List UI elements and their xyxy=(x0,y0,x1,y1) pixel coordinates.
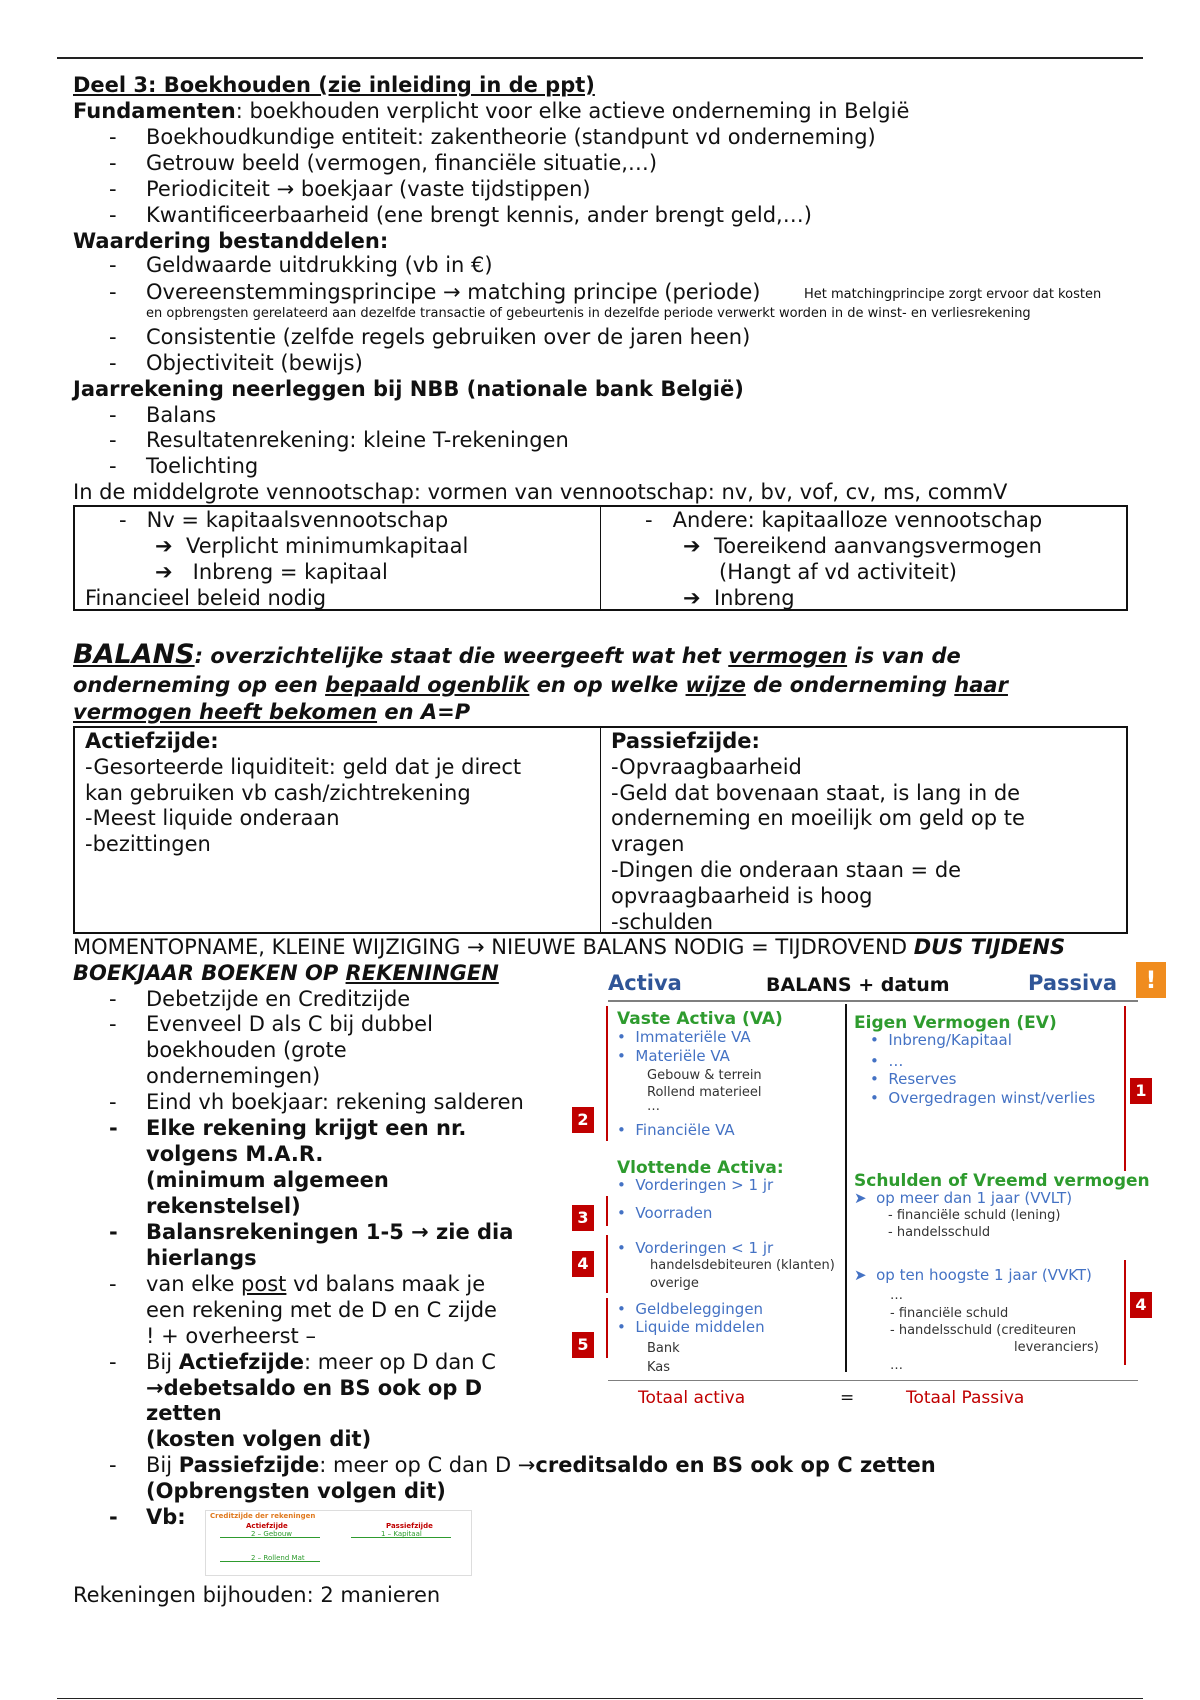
table-cell: ➔ Inbreng xyxy=(683,586,795,610)
vl-item: • Geldbeleggingen xyxy=(617,1300,764,1318)
fundamenten-text: : boekhouden verplicht voor elke actieve onderneming in België xyxy=(235,99,910,123)
table-cell: - Nv = kapitaalsvennootschap xyxy=(119,508,449,532)
list-item-cont: ondernemingen) xyxy=(146,1064,321,1088)
bracket-bar xyxy=(606,1196,608,1226)
table-cell: -Gesorteerde liquiditeit: geld dat je direct xyxy=(85,755,522,779)
totaal-activa: Totaal activa xyxy=(638,1388,746,1408)
section-title: Deel 3: Boekhouden (zie inleiding in de ppt) xyxy=(73,73,595,97)
bracket-number: 2 xyxy=(572,1107,594,1133)
va-sub: Rollend materieel xyxy=(647,1085,762,1100)
sv-sub: … xyxy=(890,1288,903,1303)
sv-sub: leveranciers) xyxy=(1014,1340,1099,1355)
thumb-row2: 1 – Kapitaal xyxy=(381,1530,422,1538)
totaal-passiva: Totaal Passiva xyxy=(906,1388,1025,1408)
sv-sub: - handelsschuld xyxy=(888,1225,991,1240)
balans-heading: BALANS: overzichtelijke staat die weergeeft wat het vermogen is van de xyxy=(73,639,961,670)
bracket-number: 4 xyxy=(1130,1292,1152,1318)
fundamenten-label: Fundamenten xyxy=(73,99,236,123)
sv-sub: - handelsschuld (crediteuren xyxy=(890,1323,1077,1338)
table-cell: -Dingen die onderaan staan = de xyxy=(611,858,962,882)
list-item-cont: rekenstelsel) xyxy=(146,1194,301,1218)
figure-top-line xyxy=(608,1000,1138,1002)
balans-figure xyxy=(570,960,1170,1410)
bracket-bar xyxy=(606,1298,608,1358)
va-item: • Financiële VA xyxy=(617,1121,735,1139)
list-item-cont: ! + overheerst – xyxy=(146,1324,316,1348)
example-thumbnail xyxy=(205,1510,472,1576)
table-cell: -Geld dat bovenaan staat, is lang in de xyxy=(611,781,1021,805)
table-cell: ➔ Toereikend aanvangsvermogen xyxy=(683,534,1042,558)
table-divider xyxy=(600,507,601,609)
table-cell: -bezittingen xyxy=(85,832,211,856)
table-cell: kan gebruiken vb cash/zichtrekening xyxy=(85,781,471,805)
balans-def-line2: onderneming op een bepaald ogenblik en op welke wijze de onderneming haar xyxy=(73,673,1008,697)
vl-item: • Vorderingen > 1 jr xyxy=(617,1176,774,1194)
waardering-title: Waardering bestanddelen: xyxy=(73,229,389,253)
list-item-cont: volgens M.A.R. xyxy=(146,1142,324,1166)
table-cell: -schulden xyxy=(611,910,714,934)
list-item-cont: (kosten volgen dit) xyxy=(146,1427,372,1451)
passief-title: Passiefzijde: xyxy=(611,729,760,753)
table-cell: -Meest liquide onderaan xyxy=(85,806,340,830)
ev-item: • Overgedragen winst/verlies xyxy=(870,1089,1096,1107)
list-item-cont: een rekening met de D en C zijde xyxy=(146,1298,497,1322)
footer-line: Rekeningen bijhouden: 2 manieren xyxy=(73,1583,441,1607)
sv-title: Schulden of Vreemd vermogen xyxy=(854,1171,1150,1191)
moment-line1: MOMENTOPNAME, KLEINE WIJZIGING → NIEUWE BALANS NODIG = TIJDROVEND DUS TIJDENS xyxy=(73,935,1066,959)
thumb-row3: 2 – Rollend Mat xyxy=(251,1554,305,1562)
figure-center-line xyxy=(845,1004,847,1372)
table-cell: vragen xyxy=(611,832,685,856)
thumb-passief: Passiefzijde xyxy=(386,1522,433,1530)
ev-item: • Reserves xyxy=(870,1070,957,1088)
list-item-cont: (minimum algemeen xyxy=(146,1168,389,1192)
vl-title: Vlottende Activa: xyxy=(617,1158,784,1178)
actief-title: Actiefzijde: xyxy=(85,729,219,753)
jaarrekening-title: Jaarrekening neerleggen bij NBB (nationale bank België) xyxy=(73,377,744,401)
table-cell: opvraagbaarheid is hoog xyxy=(611,884,873,908)
ev-item: • Inbreng/Kapitaal xyxy=(870,1031,1012,1049)
va-item: • Immateriële VA xyxy=(617,1028,751,1046)
matching-note-1: Het matchingprincipe zorgt ervoor dat kosten xyxy=(804,287,1102,302)
bracket-bar xyxy=(606,1235,608,1293)
passiva-header: Passiva xyxy=(1028,971,1118,995)
table-cell: Financieel beleid nodig xyxy=(85,586,327,610)
warning-icon: ! xyxy=(1136,962,1166,998)
list-item-cont: boekhouden (grote xyxy=(146,1038,347,1062)
list-item-cont: hierlangs xyxy=(146,1246,257,1270)
vennootschap-table xyxy=(73,505,1128,611)
thumb-actief: Actiefzijde xyxy=(246,1522,288,1530)
table-cell: onderneming en moeilijk om geld op te xyxy=(611,806,1025,830)
list-item-cont: zetten xyxy=(146,1401,222,1425)
vl-sub: Kas xyxy=(647,1360,671,1375)
bottom-rule xyxy=(57,1698,1143,1699)
vl-sub: overige xyxy=(650,1276,699,1291)
fundamenten-line xyxy=(73,98,909,124)
va-sub: … xyxy=(647,1099,660,1114)
moment-line2: BOEKJAAR BOEKEN OP REKENINGEN xyxy=(73,961,499,985)
bracket-bar xyxy=(606,1006,608,1141)
middelgrote-line: In de middelgrote vennootschap: vormen van vennootschap: nv, bv, vof, cv, ms, commV xyxy=(73,480,1008,504)
bracket-bar xyxy=(1124,1006,1126,1171)
ev-title: Eigen Vermogen (EV) xyxy=(854,1013,1057,1033)
sv-sub: - financiële schuld xyxy=(890,1306,1009,1321)
list-item-cont: →debetsaldo en BS ook op D xyxy=(146,1376,483,1400)
table-cell: ➔ Inbreng = kapitaal xyxy=(155,560,388,584)
bracket-number: 4 xyxy=(572,1251,594,1277)
vl-item: • Vorderingen < 1 jr xyxy=(617,1239,774,1257)
bracket-number: 3 xyxy=(572,1205,594,1231)
bracket-bar xyxy=(1124,1260,1126,1365)
va-title: Vaste Activa (VA) xyxy=(617,1009,783,1029)
vl-sub: handelsdebiteuren (klanten) xyxy=(650,1258,835,1273)
vl-item: • Liquide middelen xyxy=(617,1318,765,1336)
thumb-title: Creditzijde der rekeningen xyxy=(210,1512,316,1520)
figure-bottom-line xyxy=(608,1380,1138,1381)
table-cell: -Opvraagbaarheid xyxy=(611,755,802,779)
sv-item: ➤ op ten hoogste 1 jaar (VVKT) xyxy=(854,1266,1092,1284)
table-cell: (Hangt af vd activiteit) xyxy=(719,560,957,584)
vl-item: • Voorraden xyxy=(617,1204,713,1222)
balans-datum-header: BALANS + datum xyxy=(766,974,950,996)
top-rule xyxy=(57,57,1143,59)
thumb-row1: 2 – Gebouw xyxy=(251,1530,293,1538)
matching-note-2: en opbrengsten gerelateerd aan dezelfde transactie of gebeurtenis in dezelfde periode verwerkt worden in de winst- en verliesrekening xyxy=(146,306,1031,321)
zijde-table xyxy=(73,726,1128,934)
balans-def-line3: vermogen heeft bekomen en A=P xyxy=(73,700,471,724)
va-item: • Materiële VA xyxy=(617,1047,730,1065)
sv-sub: … xyxy=(890,1358,903,1373)
bracket-number: 1 xyxy=(1130,1078,1152,1104)
vl-sub: Bank xyxy=(647,1341,680,1356)
totaal-eq: = xyxy=(840,1388,855,1408)
ev-item: • … xyxy=(870,1052,904,1070)
activa-header: Activa xyxy=(608,971,682,995)
list-item-cont: (Opbrengsten volgen dit) xyxy=(146,1479,446,1503)
table-divider xyxy=(600,728,601,932)
balans-title: BALANS xyxy=(73,639,195,670)
va-sub: Gebouw & terrein xyxy=(647,1068,762,1083)
table-cell: - Andere: kapitaalloze vennootschap xyxy=(645,508,1043,532)
table-cell: ➔ Verplicht minimumkapitaal xyxy=(155,534,469,558)
sv-sub: - financiële schuld (lening) xyxy=(888,1208,1061,1223)
bracket-number: 5 xyxy=(572,1332,594,1358)
sv-item: ➤ op meer dan 1 jaar (VVLT) xyxy=(854,1189,1073,1207)
